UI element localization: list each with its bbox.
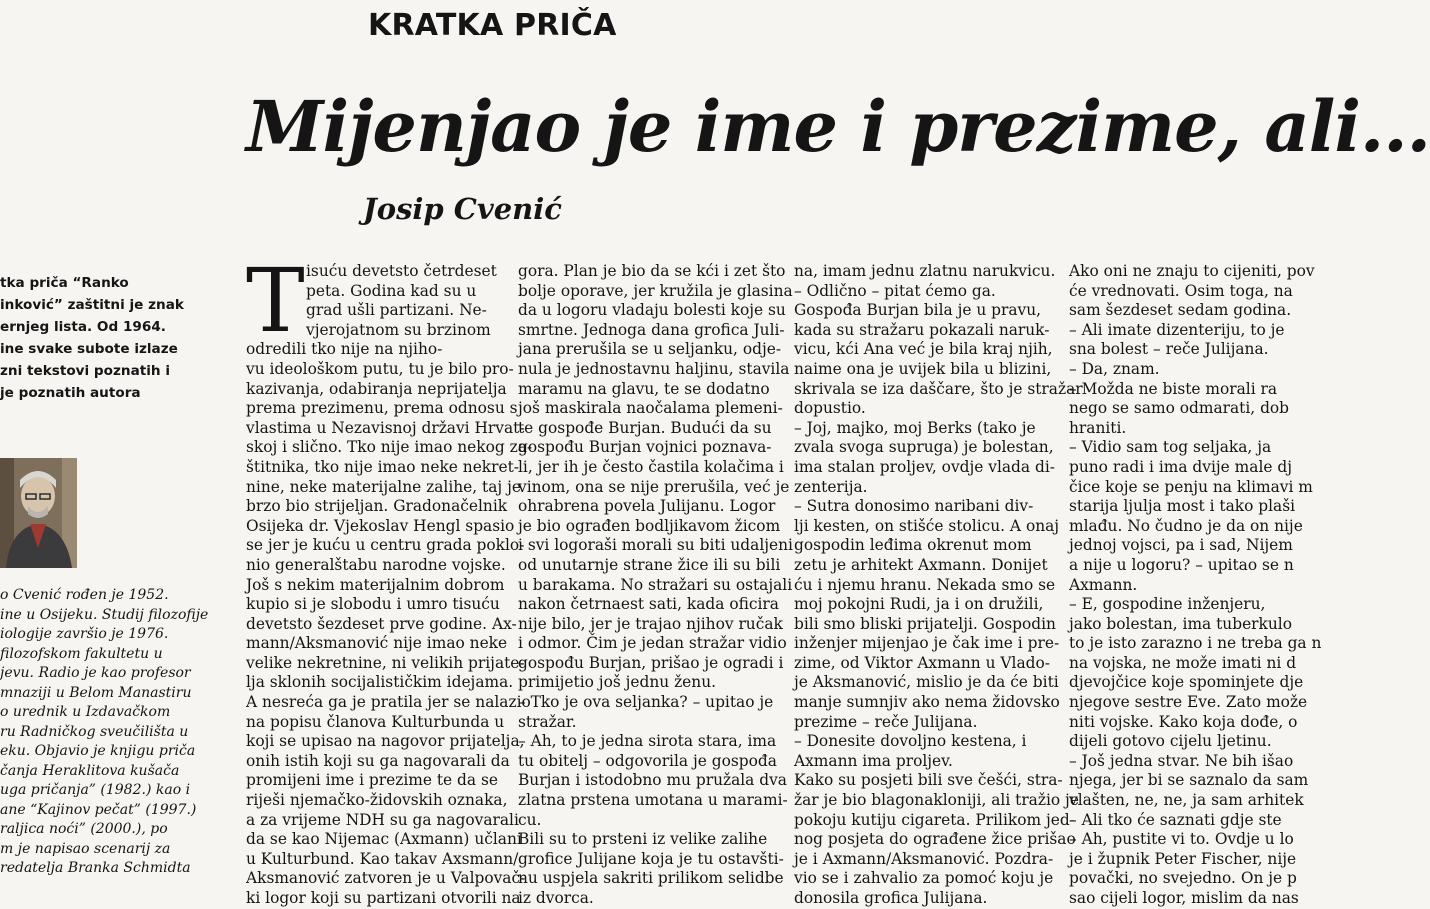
- article-line: li, jer ih je često častila kolačima i: [518, 457, 784, 476]
- article-line: sam šezdeset sedam godina.: [1069, 301, 1292, 320]
- article-line: čice koje se penju na klimavi m: [1069, 477, 1313, 496]
- article-line: mann/Aksmanović nije imao neke: [246, 634, 508, 653]
- sidebar-bio-line: ine u Osijeku. Studij filozofije: [0, 606, 209, 623]
- article-line: primijetio još jednu ženu.: [518, 673, 717, 692]
- article-line: na, imam jednu zlatnu narukvicu.: [794, 262, 1056, 280]
- article-line: velike nekretnine, ni velikih prijate-: [246, 653, 525, 672]
- article-line: moj pokojni Rudi, ja i on družili,: [794, 595, 1044, 614]
- article-line: maramu na glavu, te se dodatno: [518, 379, 770, 398]
- article-line: je bio ograđen bodljikavom žicom: [518, 516, 781, 535]
- article-line: isuću devetsto četrdeset: [306, 262, 497, 280]
- sidebar-bio-line: ru Radničkog sveučilišta u: [0, 723, 189, 740]
- dropcap: T: [246, 249, 305, 352]
- article-line: onih istih koji su ga nagovarali da: [246, 751, 510, 770]
- article-line: od unutarnje strane žice ili su bili: [518, 555, 781, 574]
- article-line: naime ona je uvijek bila u blizini,: [794, 359, 1052, 378]
- sidebar-intro-line: ernjeg lista. Od 1964.: [0, 319, 166, 335]
- article-line: – Vidio sam tog seljaka, ja: [1069, 438, 1272, 457]
- article-line: lji kesten, on stišće stolicu. A onaj: [794, 516, 1060, 535]
- headline: Mijenjao je ime i prezime, ali...: [246, 85, 1430, 168]
- article-column-2: [518, 262, 793, 907]
- sidebar-intro-line: je poznatih autora: [0, 385, 141, 401]
- sidebar-bio-line: iologije završio je 1976.: [0, 626, 169, 642]
- article-line: nu uspjela sakriti prilikom selidbe: [518, 869, 784, 888]
- article-line: zlatna prstena umotana u marami-: [518, 791, 788, 810]
- article-line: nego se samo odmarati, dob: [1069, 399, 1290, 418]
- article-line: skoj i slično. Tko nije imao nekog za-: [246, 438, 533, 457]
- article-line: odredili tko nije na njiho-: [246, 340, 443, 359]
- article-line: je Aksmanović, mislio je da će biti: [794, 673, 1059, 692]
- article-line: još maskirala naočalama plemeni-: [518, 399, 783, 418]
- article-line: nakon četrnaest sati, kada oficira: [518, 595, 779, 614]
- article-line: hraniti.: [1069, 418, 1127, 437]
- article-line: – Joj, majko, moj Berks (tako je: [794, 418, 1036, 437]
- article-line: Kako su posjeti bili sve češći, stra-: [794, 771, 1063, 790]
- article-line: brzo bio strijeljan. Gradonačelnik: [246, 497, 508, 516]
- sidebar-bio-line: redatelja Branka Schmidta: [0, 860, 191, 876]
- sidebar-bio-line: filozofskom fakultetu u: [0, 645, 163, 662]
- article-line: bili smo bliski prijatelji. Gospodin: [794, 614, 1056, 633]
- article-line: Ako oni ne znaju to cijeniti, pov: [1069, 262, 1315, 280]
- article-line: cu.: [518, 810, 542, 829]
- article-line: ću i njemu hranu. Nekada smo se: [794, 575, 1056, 594]
- article-line: će vrednovati. Osim toga, na: [1069, 281, 1293, 300]
- article-line: vu ideološkom putu, tu je bilo pro-: [246, 359, 514, 378]
- article-line: vjerojatnom su brzinom: [306, 320, 491, 339]
- article-line: zvala svoga supruga) je bolestan,: [794, 438, 1054, 457]
- article-line: nine, neke materijalne zalihe, taj je: [246, 477, 521, 496]
- sidebar-intro-line: inković” zaštitni je znak: [0, 297, 184, 313]
- article-line: jako bolestan, ima tuberkulo: [1069, 614, 1292, 633]
- article-column-3: [794, 262, 1083, 907]
- sidebar-bio-line: o Cvenić rođen je 1952.: [0, 587, 169, 603]
- sidebar-bio-line: mnaziji u Belom Manastiru: [0, 684, 192, 701]
- article-column-4: [1069, 262, 1322, 907]
- article-line: riješi njemačko-židovskih oznaka,: [246, 791, 508, 810]
- article-line: je i župnik Peter Fischer, nije: [1069, 849, 1297, 868]
- article-line: kupio si je slobodu i umro tisuću: [246, 595, 500, 614]
- sidebar-bio: [0, 586, 209, 879]
- article-line: Axmann ima proljev.: [794, 751, 953, 770]
- article-line: to je isto zarazno i ne treba ga n: [1069, 634, 1322, 653]
- article-line: njega, jer bi se saznalo da sam: [1069, 771, 1309, 790]
- article-line: Axmann.: [1069, 575, 1138, 594]
- article-line: devetsto šezdeset prve godine. Ax-: [246, 614, 517, 633]
- article-line: vicu, kći Ana već je bila kraj njih,: [794, 340, 1053, 359]
- article-line: na popisu članova Kulturbunda u: [246, 712, 505, 731]
- sidebar-bio-line: m je napisao scenarij za: [0, 840, 171, 857]
- article-line: ki logor koji su partizani otvorili na: [246, 889, 521, 907]
- article-line: Bili su to prsteni iz velike zalihe: [518, 830, 768, 849]
- article-line: Još s nekim materijalnim dobrom: [246, 575, 505, 594]
- sidebar-intro-line: zni tekstovi poznatih i: [0, 363, 170, 379]
- article-line: vlašten, ne, ne, ja sam arhitek: [1069, 791, 1304, 810]
- author-portrait-icon: [0, 458, 77, 568]
- article-line: – Još jedna stvar. Ne bih išao: [1069, 751, 1294, 770]
- article-line: stražar.: [518, 712, 577, 731]
- article-line: A nesreća ga je pratila jer se nalazio: [246, 693, 531, 712]
- article-line: – Ali tko će saznati gdje ste: [1069, 810, 1282, 829]
- article-line: Aksmanović zatvoren je u Valpovač-: [246, 869, 526, 888]
- article-line: smrtne. Jednoga dana grofica Juli-: [518, 320, 785, 339]
- article-line: a za vrijeme NDH su ga nagovarali: [246, 810, 519, 829]
- article-line: grofice Julijane koja je tu ostavšti-: [518, 849, 784, 868]
- article-line: dijeli gotovo cijelu ljetinu.: [1069, 732, 1272, 751]
- article-line: zime, od Viktor Axmann u Vlado-: [794, 653, 1050, 672]
- article-line: gora. Plan je bio da se kći i zet što: [518, 262, 786, 280]
- article-line: bolje oporave, jer kružila je glasina: [518, 281, 793, 300]
- article-line: – Donesite dovoljno kestena, i: [794, 732, 1027, 751]
- article-line: u barakama. No stražari su ostajali: [518, 575, 793, 594]
- article-line: niti vojske. Kako koja dođe, o: [1069, 712, 1298, 731]
- sidebar-intro-line: tka priča “Ranko: [0, 275, 129, 291]
- article-line: se jer je kuću u centru grada poklo-: [246, 536, 525, 555]
- sidebar-bio-line: ane “Kajinov pečat” (1997.): [0, 801, 197, 818]
- article-line: i odmor. Čim je jedan stražar vidio: [518, 634, 787, 653]
- article-line: zenterija.: [794, 477, 868, 496]
- article-line: u Kulturbund. Kao takav Axsmann/: [246, 849, 519, 868]
- article-line: – Ali imate dizenteriju, to je: [1069, 320, 1285, 339]
- article-line: prema prezimenu, prema odnosu s: [246, 399, 518, 418]
- article-line: koji se upisao na nagovor prijatelja,: [246, 732, 525, 751]
- article-line: sao cijeli logor, mislim da nas: [1069, 889, 1299, 907]
- article-line: lja sklonih socijalističkim idejama.: [246, 673, 514, 692]
- sidebar-bio-line: uga pričanja” (1982.) kao i: [0, 782, 191, 798]
- article-line: gospođu Burjan vojnici poznava-: [518, 438, 772, 457]
- sidebar-bio-line: eku. Objavio je knjigu priča: [0, 743, 196, 759]
- article-line: – Odlično – pitat ćemo ga.: [794, 281, 996, 300]
- article-line: puno radi i ima dvije male dj: [1069, 457, 1292, 476]
- article-line: nije bilo, jer je trajao njihov ručak: [518, 614, 783, 633]
- article-line: ohrabrena povela Julijanu. Logor: [518, 497, 776, 516]
- article-line: vinom, ona se nije prerušila, već je: [518, 477, 790, 496]
- article-line: dopustio.: [794, 399, 866, 418]
- article-line: nio generalštabu narodne vojske.: [246, 555, 506, 574]
- article-line: kazivanja, odabiranja neprijatelja: [246, 379, 507, 398]
- byline: Josip Cvenić: [363, 192, 562, 226]
- article-line: peta. Godina kad su u: [306, 281, 477, 300]
- article-line: kada su stražaru pokazali naruk-: [794, 320, 1050, 339]
- article-line: nog posjeta do ograđene žice prišao: [794, 830, 1076, 849]
- article-line: vio se i zahvalio za pomoć koju je: [794, 869, 1054, 888]
- article-line: zetu je arhitekt Axmann. Donijet: [794, 555, 1048, 574]
- article-line: Osijeka dr. Vjekoslav Hengl spasio: [246, 516, 515, 535]
- article-line: ima stalan proljev, ovdje vlada di-: [794, 457, 1055, 476]
- article-line: grad ušli partizani. Ne-: [306, 301, 487, 320]
- article-line: – Da, znam.: [1069, 359, 1160, 378]
- article-line: iz dvorca.: [518, 889, 594, 907]
- article-line: donosila grofica Julijana.: [794, 889, 988, 907]
- article-line: tu obitelj – odgovorila je gospođa: [518, 751, 777, 770]
- article-line: prezime – reče Julijana.: [794, 712, 978, 731]
- article-line: jednoj vojsci, pa i sad, Nijem: [1069, 536, 1293, 555]
- article-line: nula je jednostavnu haljinu, stavila: [518, 359, 790, 378]
- article-line: manje sumnjiv ako nema židovsko: [794, 693, 1060, 712]
- article-line: pokoju kutiju cigareta. Prilikom jed-: [794, 810, 1075, 829]
- sidebar-bio-line: čanja Heraklitova kušača: [0, 762, 180, 779]
- article-line: je i Axmann/Aksmanović. Pozdra-: [794, 849, 1054, 868]
- article-line: štitnika, tko nije imao neke nekret-: [246, 457, 519, 476]
- article-line: – Možda ne biste morali ra: [1069, 379, 1278, 398]
- section-label: KRATKA PRIČA: [368, 8, 617, 43]
- article-line: gospođu Burjan, prišao je ogradi i: [518, 653, 784, 672]
- sidebar-bio-line: jevu. Radio je kao profesor: [0, 665, 191, 681]
- article-line: da u logoru vladaju bolesti koje su: [518, 301, 786, 320]
- sidebar-bio-line: o urednik u Izdavačkom: [0, 704, 171, 720]
- article-line: i svi logoraši morali su biti udaljeni: [518, 536, 793, 555]
- article-line: žar je bio blagonakloniji, ali tražio je: [794, 791, 1079, 810]
- article-line: inženjer mijenjao je čak ime i pre-: [794, 634, 1060, 653]
- article-line: mlađu. No čudno je da on nije: [1069, 516, 1303, 535]
- article-line: – Ah, pustite vi to. Ovdje u lo: [1069, 830, 1294, 849]
- article-line: njegove sestre Eve. Zato može: [1069, 693, 1308, 712]
- article-line: jana prerušila se u seljanku, odje-: [518, 340, 782, 359]
- article-line: Gospođa Burjan bila je u pravu,: [794, 301, 1042, 320]
- article-line: te gospođe Burjan. Budući da su: [518, 418, 772, 437]
- sidebar-intro: [0, 272, 200, 404]
- author-photo: [0, 458, 77, 568]
- article-line: da se kao Nijemac (Axmann) učlani: [246, 830, 522, 849]
- article-line: – Ah, to je jedna sirota stara, ima: [518, 732, 777, 751]
- article-line: – Tko je ova seljanka? – upitao je: [518, 693, 774, 712]
- sidebar-intro-line: ine svake subote izlaze: [0, 341, 178, 357]
- article-line: sna bolest – reče Julijana.: [1069, 340, 1269, 359]
- article-line: starija ljulja most i tako plaši: [1069, 497, 1296, 516]
- article-line: skrivala se iza daščare, što je stražar: [794, 379, 1083, 398]
- article-line: gospodin leđima okrenut mom: [794, 536, 1032, 555]
- article-line: djevojčice koje spominjete dje: [1069, 673, 1304, 692]
- article-line: vlastima u Nezavisnoj državi Hrvat-: [246, 418, 525, 437]
- article-line: a nije u logoru? – upitao se n: [1069, 555, 1294, 574]
- article-line: – E, gospodine inženjeru,: [1069, 595, 1266, 614]
- sidebar-bio-line: raljica noći” (2000.), po: [0, 821, 168, 837]
- article-line: na vojska, ne može imati ni d: [1069, 653, 1297, 672]
- article-line: Burjan i istodobno mu pružala dva: [518, 771, 787, 790]
- article-line: povački, no svejedno. On je p: [1069, 869, 1297, 888]
- article-line: – Sutra donosimo naribani div-: [794, 497, 1034, 516]
- article-line: promijeni ime i prezime te da se: [246, 771, 498, 790]
